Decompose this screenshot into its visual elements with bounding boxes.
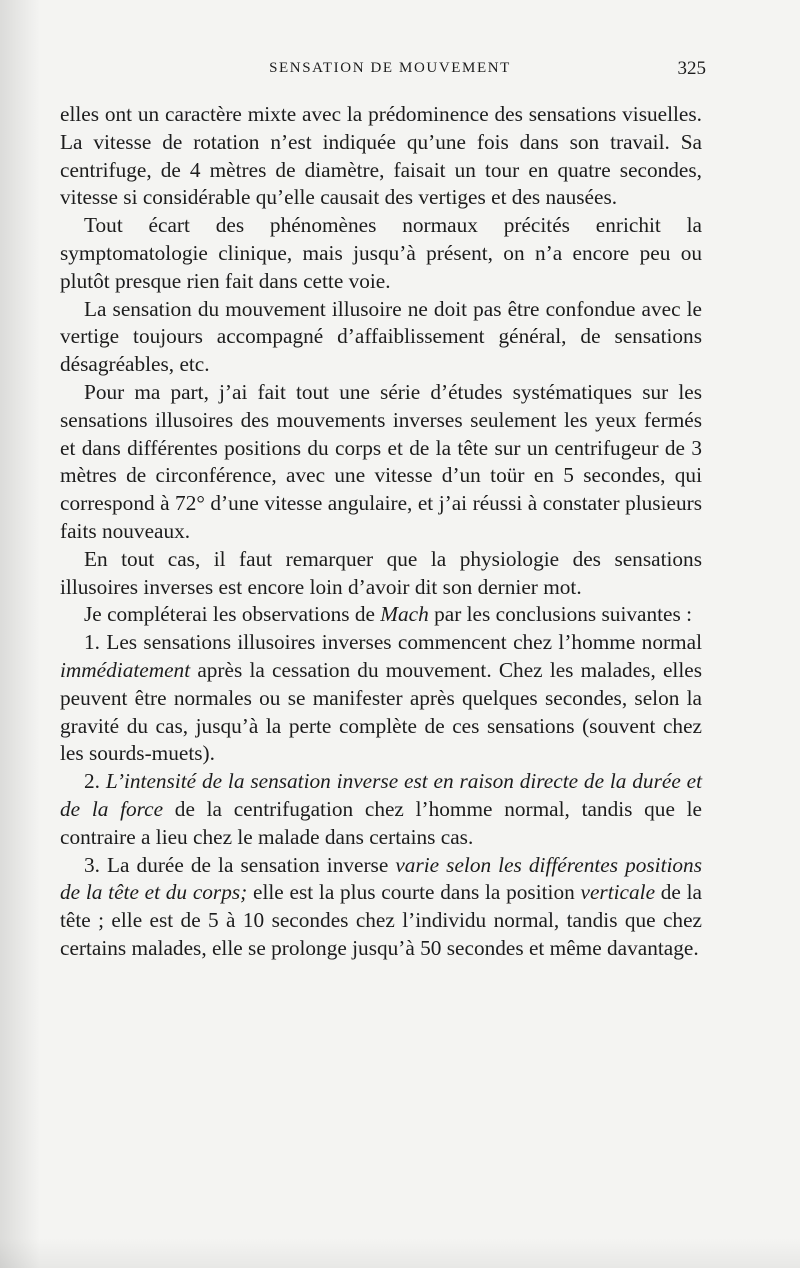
italic-text: varie selon les différentes positions de la tête et du corps; [60,852,702,905]
paragraph [60,768,702,851]
paragraph [60,546,702,602]
paragraph [60,379,702,546]
text-run: elle est la plus courte dans la position [247,880,581,905]
italic-text: Mach [380,602,429,627]
text-run: de la centrifugation chez l’homme normal, tandis que le contraire a lieu chez le malade dans certains cas. [60,796,702,849]
italic-text: L’intensité de la sensation inverse est en raison directe de la durée et de la force [60,769,702,821]
text-run: 1. Les sensations illusoires inverses commencent chez l’homme normal [84,630,702,655]
paragraph [60,601,702,629]
text-run: elles ont un caractère mixte avec la prédominence des sensations visuelles. La vitesse de rotation n’est indiquée qu’une fois dans son travail. Sa centrifuge, de 4 mètres de diamètre, faisait un tour en quatre secondes, vitesse si considérable qu’elle causait des vertiges et des nausées. [60,102,702,210]
paragraph [60,629,702,768]
text-run: de la tête ; elle est de 5 à 10 secondes chez l’individu normal, tandis que chez certains malades, elle se prolonge jusqu’à 50 secondes et même davantage. [60,880,703,960]
page-number: 325 [677,58,706,79]
paragraph [60,212,702,295]
text-run: Je compléterai les observations de [84,602,381,627]
italic-text: immédiatement [60,657,191,682]
page-header [60,58,720,88]
text-run: 3. La durée de la sensation inverse [84,852,396,877]
text-run: La sensation du mouvement illusoire ne doit pas être confondue avec le vertige toujours accompagné d’affaiblissement général, de sensations désagréables, etc. [60,296,702,377]
running-title: SENSATION DE MOUVEMENT [269,60,511,76]
body-text [60,101,702,963]
text-run: par les conclusions suivantes : [428,602,693,627]
text-run: 2. [84,769,106,794]
paragraph [60,296,702,379]
paragraph [60,852,702,963]
text-run: Tout écart des phénomènes normaux précités enrichit la symptomatologie clinique, mais jusqu’à présent, on n’a encore peu ou plutôt presque rien fait dans cette voie. [60,213,702,293]
text-run: après la cessation du mouvement. Chez les malades, elles peuvent être normales ou se manifester après quelques secondes, selon la gravité du cas, jusqu’à la perte complète de ces sensations (souvent chez les sourds-muets). [60,657,702,766]
text-run: Pour ma part, j’ai fait tout une série d’études systématiques sur les sensations illusoires des mouvements inverses seulement les yeux fermés et dans différentes positions du corps et de la tête sur un centrifugeur de 3 mètres de circonférence, avec une vitesse d’un toür en 5 secondes, qui correspond à 72° d’une vitesse angulaire, et j’ai réussi à constater plusieurs faits nouveaux. [60,379,702,543]
italic-text: verticale [580,880,656,905]
text-run: En tout cas, il faut remarquer que la physiologie des sensations illusoires inverses est encore loin d’avoir dit son dernier mot. [60,546,702,599]
paragraph [60,101,702,212]
